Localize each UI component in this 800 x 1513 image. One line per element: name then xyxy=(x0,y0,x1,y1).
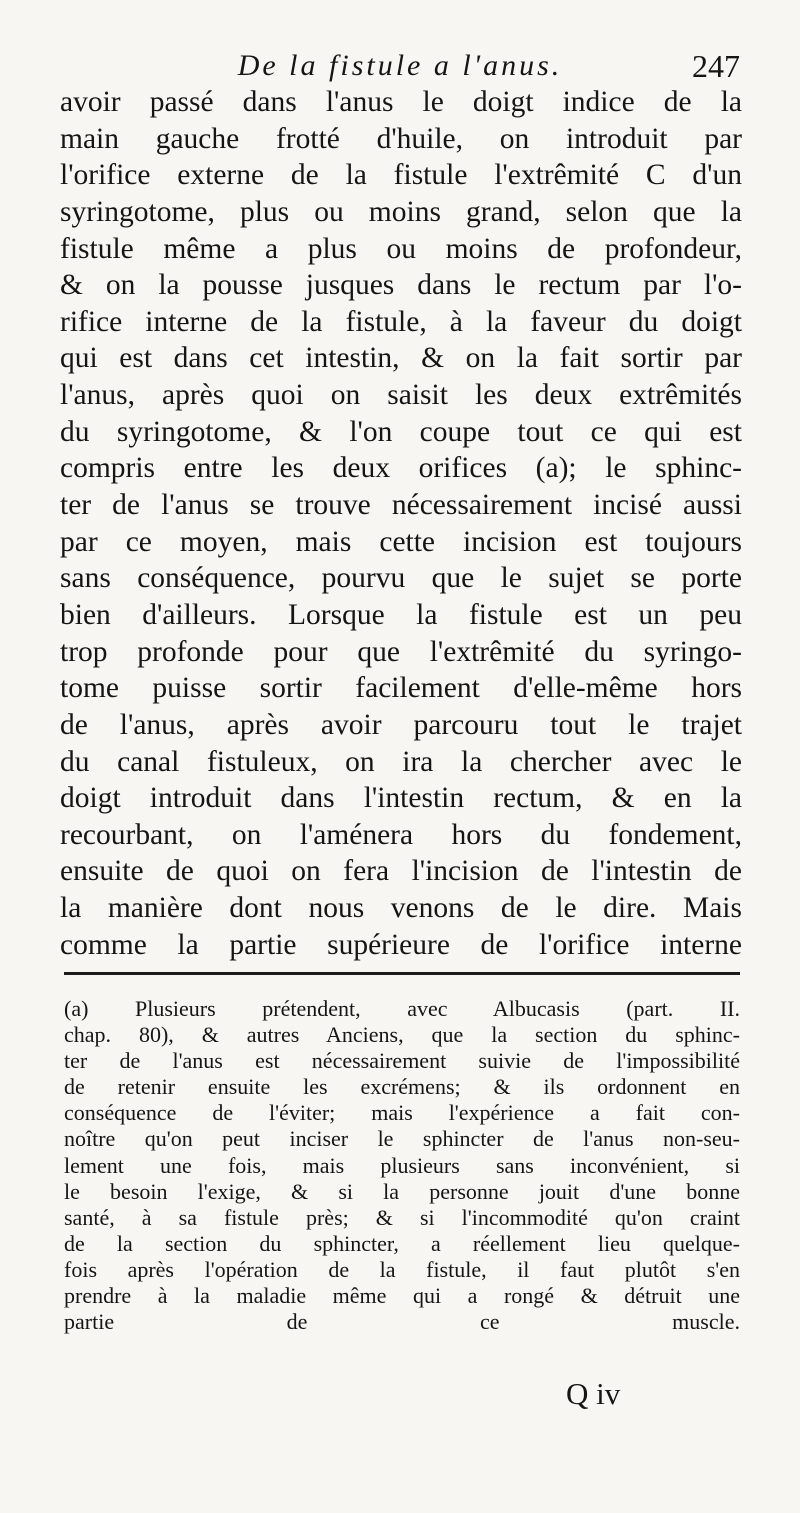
body-line: l'orifice externe de la fistule l'extrêmité C d'un xyxy=(60,159,742,192)
body-line: de l'anus, après avoir parcouru tout le trajet xyxy=(60,708,742,741)
body-line: syringotome, plus ou moins grand, selon que la xyxy=(60,195,742,228)
body-line: par ce moyen, mais cette incision est toujours xyxy=(60,525,742,558)
running-head xyxy=(60,44,740,88)
body-line: sans conséquence, pourvu que le sujet se porte xyxy=(60,562,742,595)
body-line: & on la pousse jusques dans le rectum par l'o- xyxy=(60,269,742,302)
signature-mark: Q iv xyxy=(566,1376,621,1411)
body-line: comme la partie supérieure de l'orifice interne xyxy=(60,928,742,961)
body-text xyxy=(60,84,742,963)
footnote-line: chap. 80), & autres Anciens, que la section du sphinc- xyxy=(64,1022,740,1048)
chapter-title: De la fistule a l'anus. xyxy=(237,49,563,82)
footnote-line: fois après l'opération de la fistule, il faut plutôt s'en xyxy=(64,1256,740,1282)
footnote-line: noître qu'on peut inciser le sphincter de l'anus non-seu- xyxy=(64,1126,740,1152)
body-line: compris entre les deux orifices (a); le sphinc- xyxy=(60,452,742,485)
body-line: du syringotome, & l'on coupe tout ce qui est xyxy=(60,415,742,448)
body-line: main gauche frotté d'huile, on introduit par xyxy=(60,122,742,155)
footnote-line: ter de l'anus est nécessairement suivie de l'impossibilité xyxy=(64,1048,740,1074)
body-line: du canal fistuleux, on ira la chercher avec le xyxy=(60,745,742,778)
footnote-rule xyxy=(64,972,740,975)
body-line: avoir passé dans l'anus le doigt indice de la xyxy=(60,86,742,118)
footnote-line: conséquence de l'éviter; mais l'expérience a fait con- xyxy=(64,1100,740,1126)
footnote-line: de retenir ensuite les excrémens; & ils ordonnent en xyxy=(64,1074,740,1100)
body-line: recourbant, on l'aménera hors du fondement, xyxy=(60,818,742,851)
body-line: qui est dans cet intestin, & on la fait sortir par xyxy=(60,342,742,375)
footnote-line: santé, à sa fistule près; & si l'incommodité qu'on craint xyxy=(64,1204,740,1230)
footnote-line: partie de ce muscle. xyxy=(64,1309,740,1335)
body-line: la manière dont nous venons de le dire. Mais xyxy=(60,892,742,925)
body-line: l'anus, après quoi on saisit les deux extrêmités xyxy=(60,379,742,412)
body-line: rifice interne de la fistule, à la faveur du doigt xyxy=(60,305,742,338)
body-line: ensuite de quoi on fera l'incision de l'intestin de xyxy=(60,855,742,888)
body-line: trop profonde pour que l'extrêmité du syringo- xyxy=(60,635,742,668)
footnote-line: lement une fois, mais plusieurs sans inconvénient, si xyxy=(64,1152,740,1178)
footnote-line: de la section du sphincter, a réellement lieu quelque- xyxy=(64,1230,740,1256)
body-line: fistule même a plus ou moins de profondeur, xyxy=(60,232,742,265)
footnote-line: (a) Plusieurs prétendent, avec Albucasis (part. II. xyxy=(64,996,740,1021)
page-number: 247 xyxy=(692,48,740,84)
body-line: doigt introduit dans l'intestin rectum, & en la xyxy=(60,782,742,815)
footnote-line: le besoin l'exige, & si la personne jouit d'une bonne xyxy=(64,1178,740,1204)
footnote-line: prendre à la maladie même qui a rongé & détruit une xyxy=(64,1283,740,1309)
body-line: tome puisse sortir facilement d'elle-même hors xyxy=(60,672,742,705)
body-line: bien d'ailleurs. Lorsque la fistule est un peu xyxy=(60,598,742,631)
body-line: ter de l'anus se trouve nécessairement incisé aussi xyxy=(60,489,742,522)
footnote xyxy=(64,996,740,1335)
